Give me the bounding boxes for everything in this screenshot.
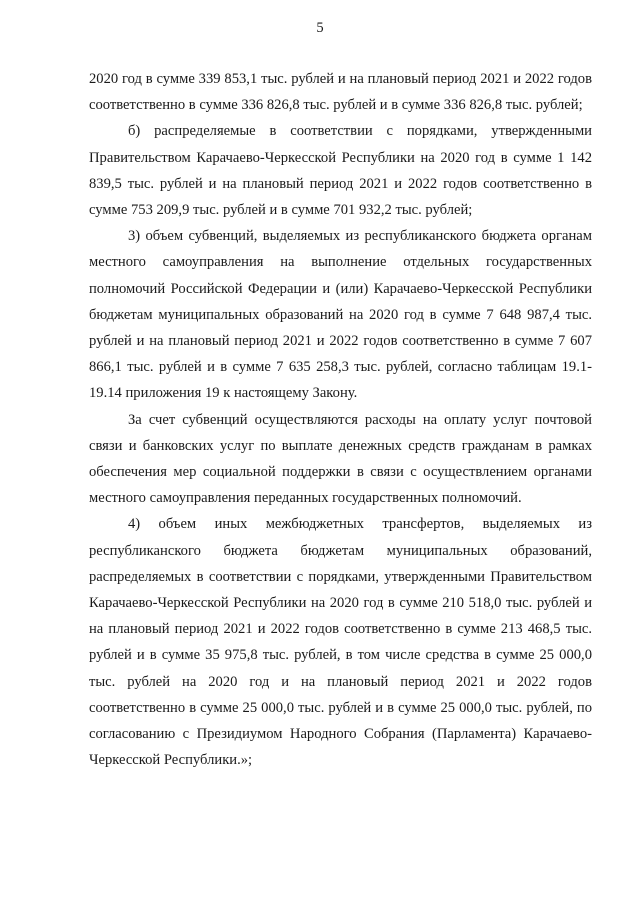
page-number: 5 [316,20,324,36]
paragraph-4: За счет субвенций осуществляются расходы на оплату услуг почтовой связи и банковских услуг по выплате денежных средств гражданам в рамках обеспечения мер социальной поддержки в связи с осуществлением органами местного самоуправления переданных государственных полномочий. [89,411,592,507]
paragraph-1: 2020 год в сумме 339 853,1 тыс. рублей и на плановый период 2021 и 2022 годов соответственно в сумме 336 826,8 тыс. рублей и в сумме 336 826,8 тыс. рублей; [89,71,592,114]
paragraph-2: б) распределяемые в соответствии с порядками, утвержденными Правительством Карачаево-Черкесской Республики на 2020 год в сумме 1 142 839,5 тыс. рублей и на плановый период 2021 и 2022 годов соответственно в сумме 753 209,9 тыс. рублей и в сумме 701 932,2 тыс. рублей; [89,123,592,219]
document-body [89,66,592,773]
paragraph-5: 4) объем иных межбюджетных трансфертов, выделяемых из республиканского бюджета бюджетам муниципальных образований, распределяемых в соответствии с порядками, утвержденными Правительством Карачаево-Черкесской Республики на 2020 год в сумме 210 518,0 тыс. рублей и на плановый период 2021 и 2022 годов соответственно в сумме 213 468,5 тыс. рублей и в сумме 35 975,8 тыс. рублей, в том числе средства в сумме 25 000,0 тыс. рублей на 2020 год и на плановый период 2021 и 2022 годов соответственно в сумме 25 000,0 тыс. рублей и в сумме 25 000,0 тыс. рублей, по согласованию с Президиумом Народного Собрания (Парламента) Карачаево-Черкесской Республики.»; [89,516,592,769]
paragraph-3: 3) объем субвенций, выделяемых из республиканского бюджета органам местного самоуправления на выполнение отдельных государственных полномочий Российской Федерации и (или) Карачаево-Черкесской Республики бюджетам муниципальных образований на 2020 год в сумме 7 648 987,4 тыс. рублей и на плановый период 2021 и 2022 годов соответственно в сумме 7 607 866,1 тыс. рублей и в сумме 7 635 258,3 тыс. рублей, согласно таблицам 19.1-19.14 приложения 19 к настоящему Закону. [89,228,592,402]
